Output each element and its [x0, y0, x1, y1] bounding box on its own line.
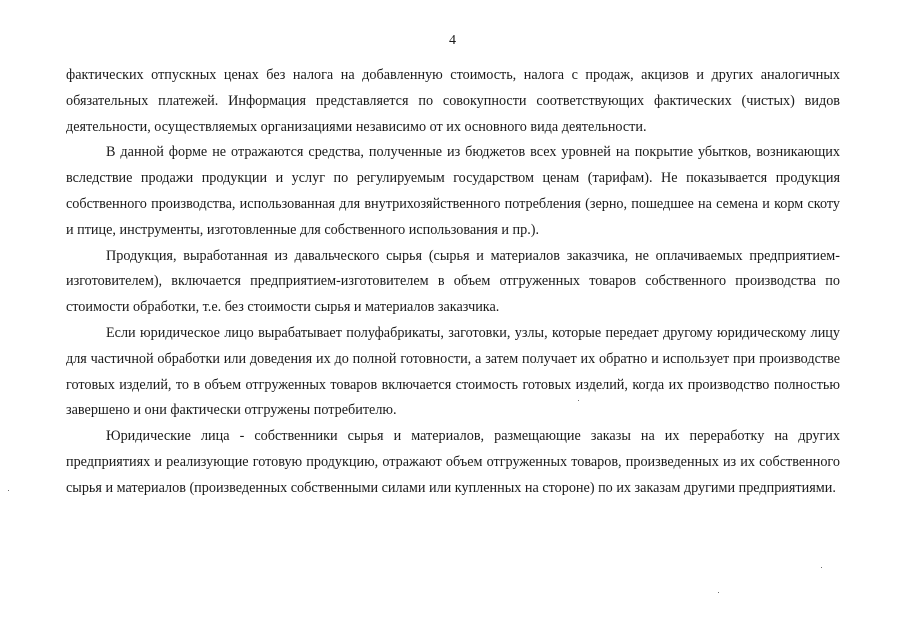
paragraph-continuation: фактических отпускных ценах без налога на добавленную стоимость, налога с продаж, акцизов и других аналогичных обязательных платежей. Информация представляется по совокупности соответствующих фактических (чистых) видов деятельности, осуществляемых организациями независимо от их основного вида деятельности. [66, 67, 840, 135]
document-body [66, 63, 840, 502]
paragraph-raw-material-owners: Юридические лица - собственники сырья и материалов, размещающие заказы на их переработку на других предприятиях и реализующие готовую продукцию, отражают объем отгруженных товаров, произведенных из их собственного сырья и материалов (произведенных собственными силами или купленных на стороне) по их заказам другими предприятиями. [66, 428, 840, 496]
paragraph-budget-funds: В данной форме не отражаются средства, полученные из бюджетов всех уровней на покрытие убытков, возникающих вследствие продажи продукции и услуг по регулируемым государством ценам (тарифам). Не показывается продукция собственного производства, использованная для внутрихозяйственного потребления (зерно, пошедшее на семена и корм скоту и птице, инструменты, изготовленные для собственного использования и пр.). [66, 144, 840, 238]
scan-speck [718, 592, 719, 593]
scan-speck [821, 567, 822, 568]
scan-speck [8, 490, 9, 491]
paragraph-tolling-raw-materials: Продукция, выработанная из давальческого сырья (сырья и материалов заказчика, не оплачиваемых предприятием-изготовителем), включается предприятием-изготовителем в объем отгруженных товаров собственного производства по стоимости обработки, т.е. без стоимости сырья и материалов заказчика. [66, 247, 840, 316]
page-number: 4 [449, 33, 456, 48]
paragraph-semi-finished-products: Если юридическое лицо вырабатывает полуфабрикаты, заготовки, узлы, которые передает другому юридическому лицу для частичной обработки или доведения их до полной готовности, а затем получает их обратно и использует при производстве готовых изделий, то в объем отгруженных товаров включается стоимость готовых изделий, когда их производство полностью завершено и они фактически отгружены потребителю. [66, 324, 840, 419]
scan-speck [578, 400, 579, 401]
